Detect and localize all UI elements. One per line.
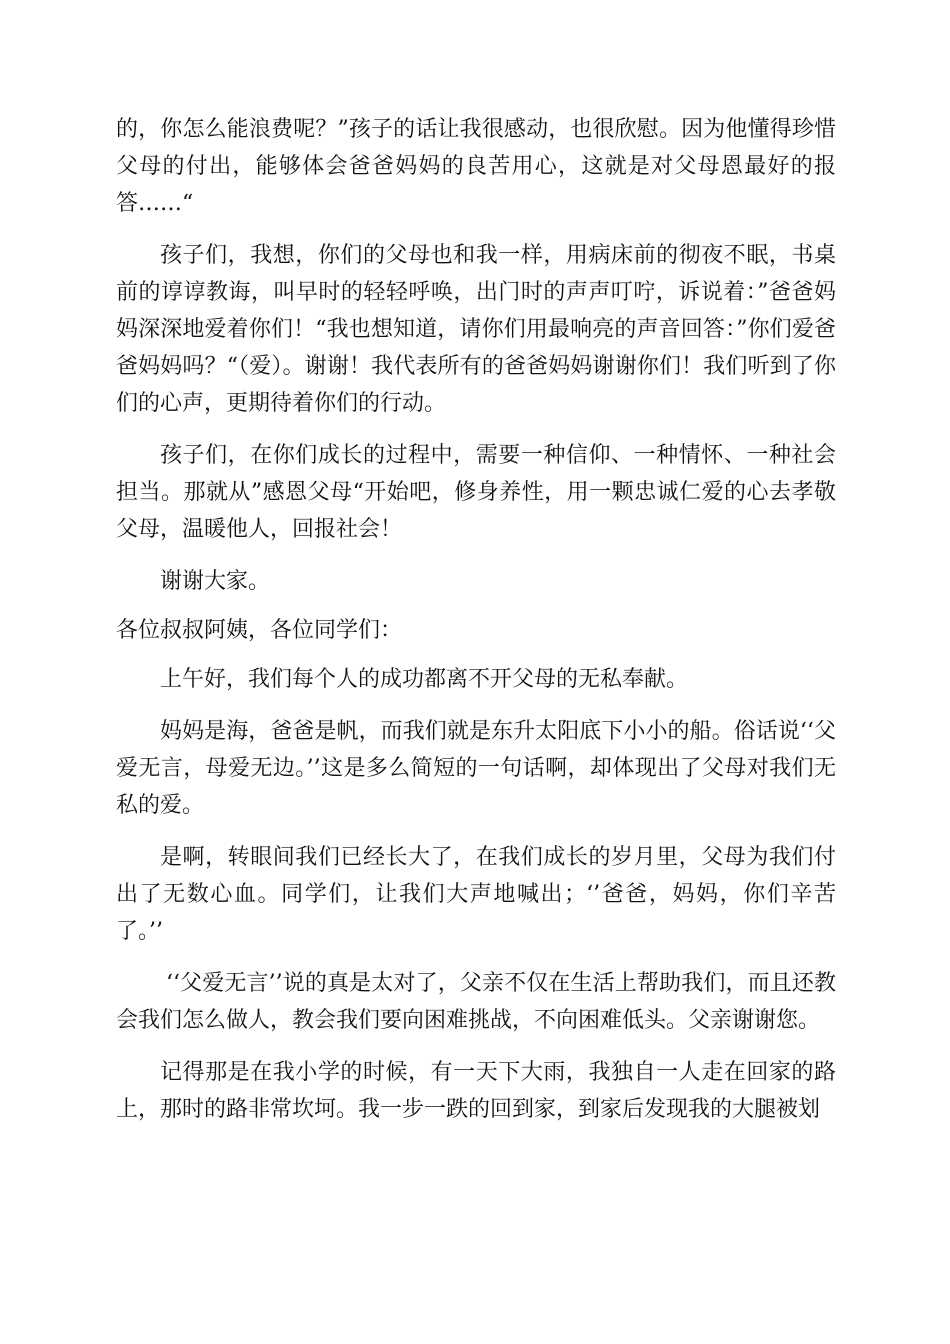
paragraph-growing-up: 是啊，转眼间我们已经长大了，在我们成长的岁月里，父母为我们付出了无数心血。同学们，让我们大声地喊出；‘’爸爸，妈妈，你们辛苦了。’’	[116, 845, 836, 944]
paragraph-gratitude-call: 孩子们，在你们成长的过程中，需要一种信仰、一种情怀、一种社会担当。那就从”感恩父母“开始吧，修身养性，用一颗忠诚仁爱的心去孝敬父母，温暖他人，回报社会！	[116, 443, 836, 542]
paragraph-sea-and-sail: 妈妈是海，爸爸是帆，而我们就是东升太阳底下小小的船。俗话说‘‘父爱无言，母爱无边。’’这是多么简短的一句话啊，却体现出了父母对我们无私的爱。	[116, 719, 836, 818]
paragraph-continued-story: 的，你怎么能浪费呢？”孩子的话让我很感动，也很欣慰。因为他懂得珍惜父母的付出，能够体会爸爸妈妈的良苦用心，这就是对父母恩最好的报答……“	[116, 117, 836, 216]
paragraph-salutation: 各位叔叔阿姨，各位同学们：	[116, 618, 403, 643]
paragraph-fathers-love: ‘‘父爱无言’’说的真是太对了，父亲不仅在生活上帮助我们，而且还教会我们怎么做人，教会我们要向困难挑战，不向困难低头。父亲谢谢您。	[116, 971, 836, 1033]
paragraph-rainy-day-memory: 记得那是在我小学的时候，有一天下大雨，我独自一人走在回家的路上，那时的路非常坎坷。我一步一跌的回到家，到家后发现我的大腿被划	[116, 1060, 836, 1122]
paragraph-thanks: 谢谢大家。	[160, 569, 271, 594]
paragraph-greeting: 上午好，我们每个人的成功都离不开父母的无私奉献。	[160, 667, 689, 692]
paragraph-parents-love: 孩子们，我想，你们的父母也和我一样，用病床前的彻夜不眠，书桌前的谆谆教诲，叫早时的轻轻呼唤，出门时的声声叮咛，诉说着：”爸爸妈妈深深地爱着你们！“我也想知道，请你们用最响亮的声音回答：”你们爱爸爸妈妈吗？“（爱）。谢谢！我代表所有的爸爸妈妈谢谢你们！我们听到了你们的心声，更期待着你们的行动。	[116, 243, 836, 416]
document-body	[116, 111, 836, 1143]
